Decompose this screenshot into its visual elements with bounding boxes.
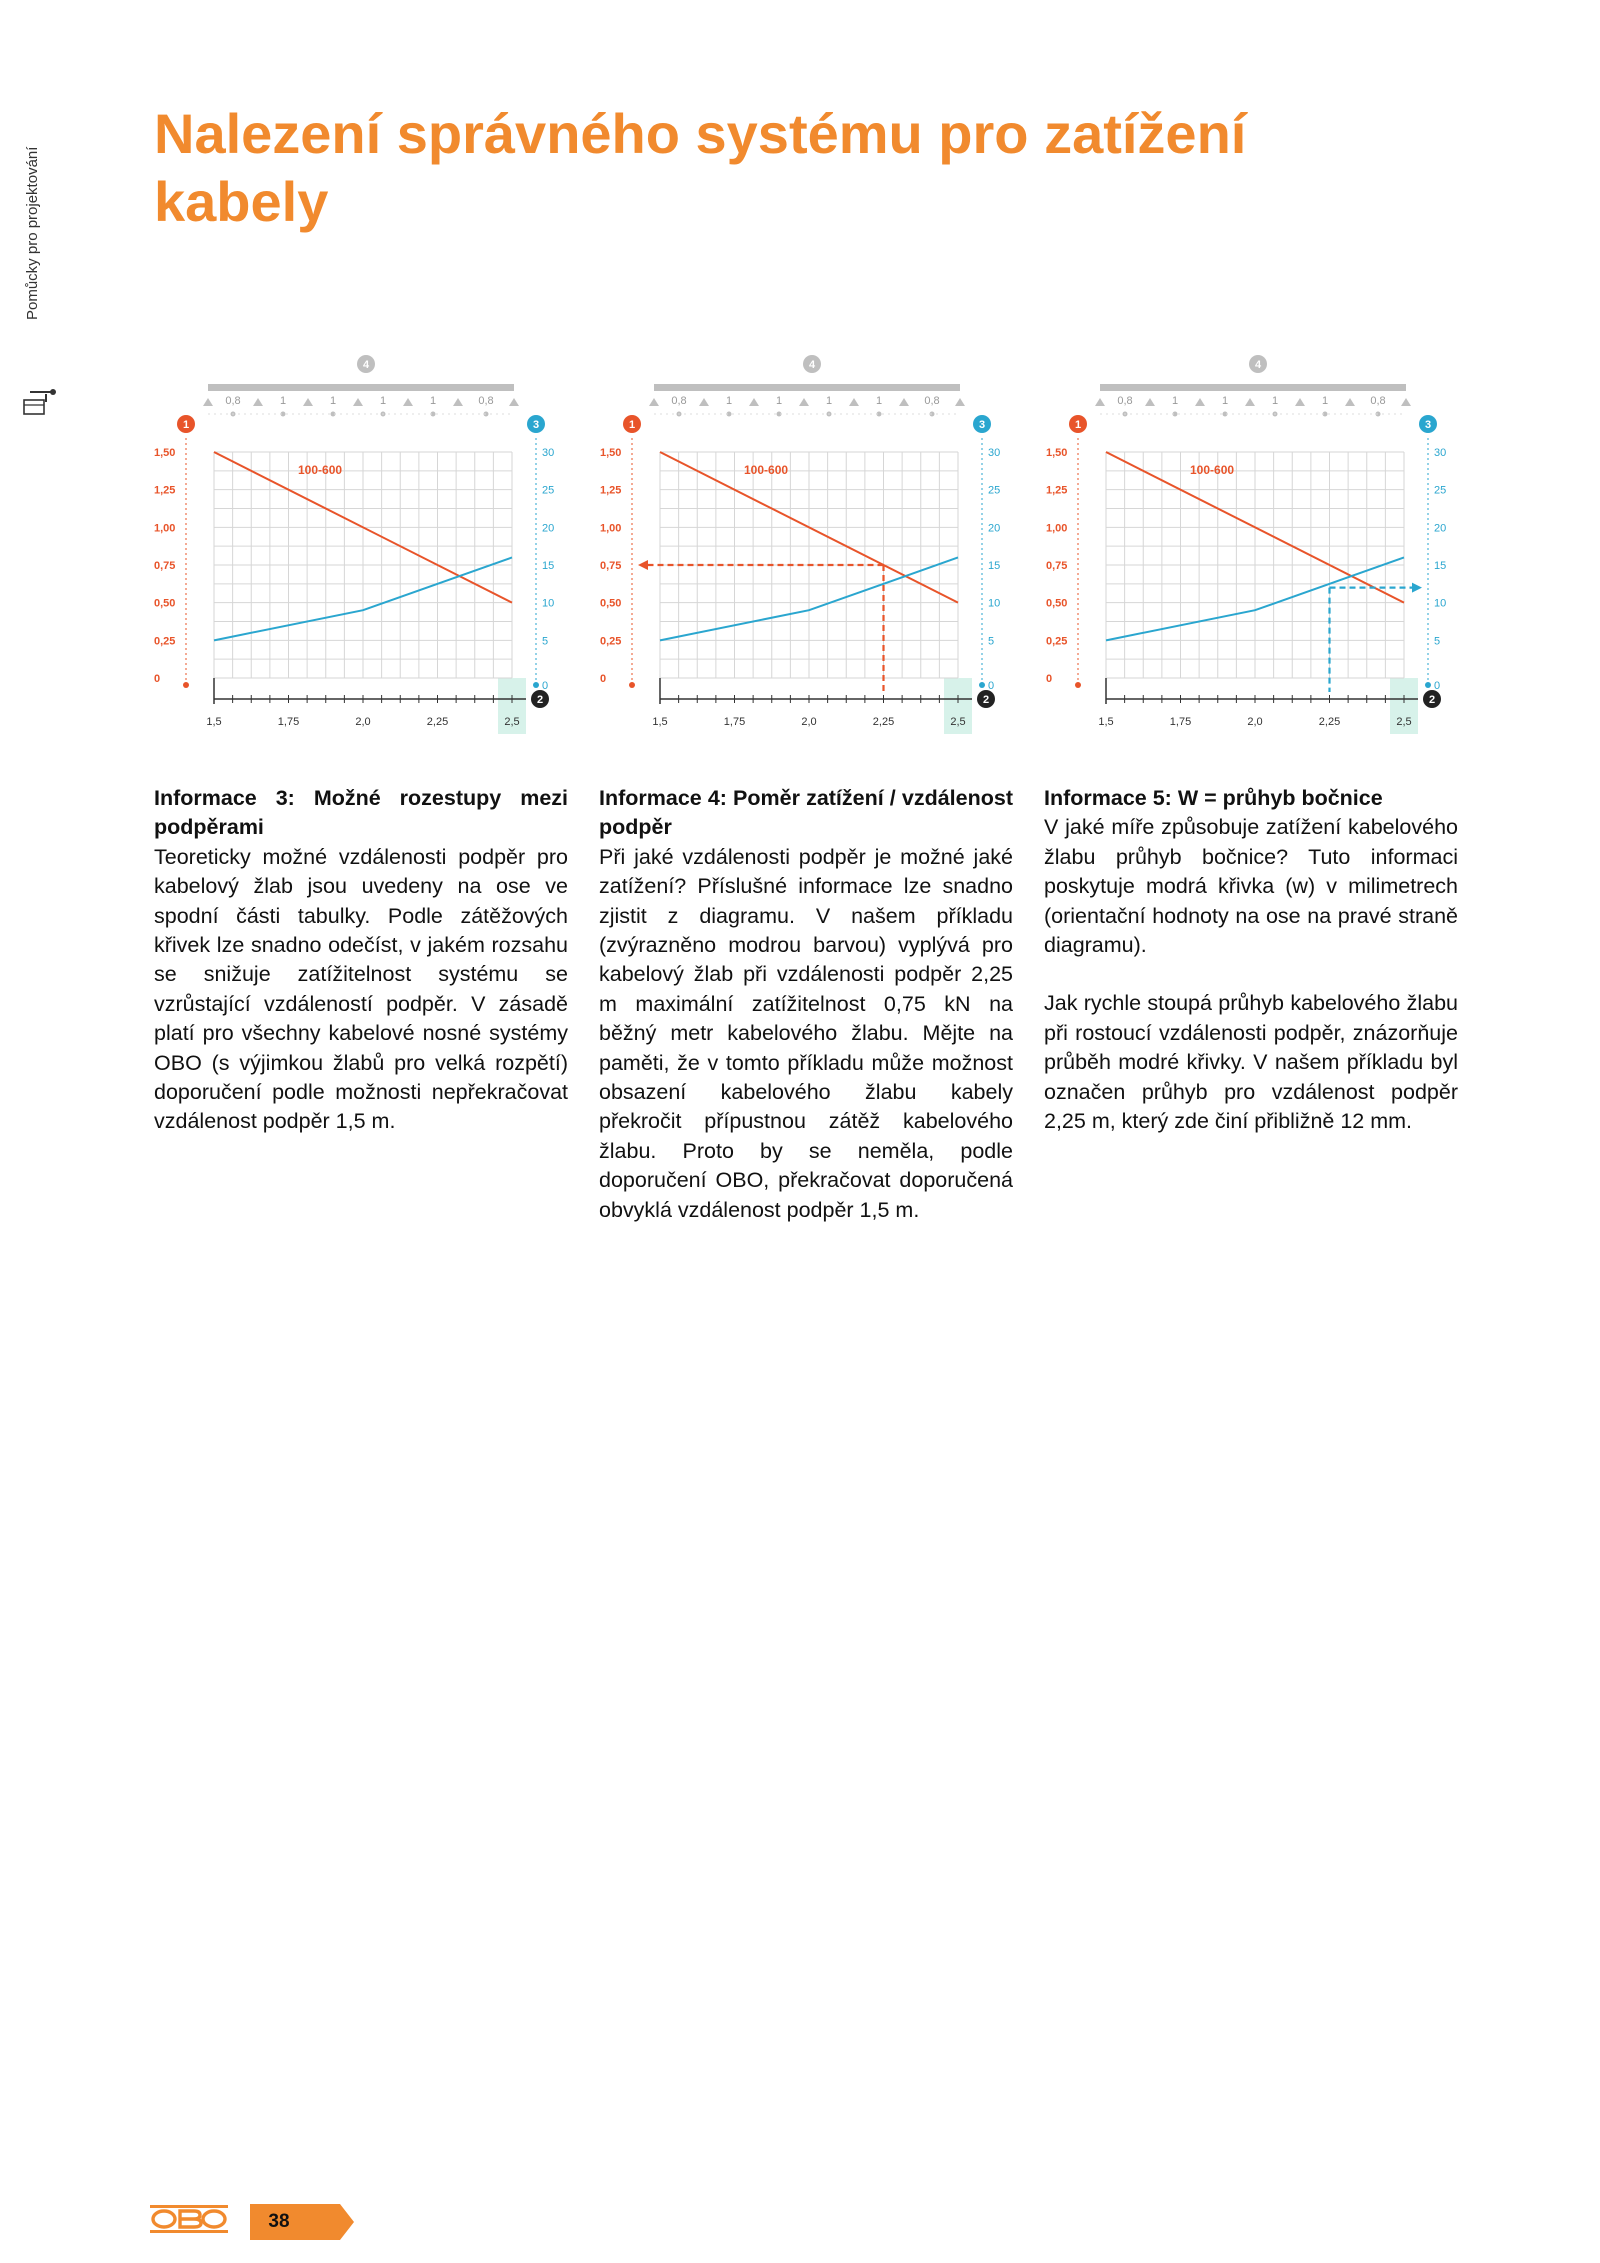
top-scale-label: 1 xyxy=(825,395,833,407)
right-tick-label: 5 xyxy=(988,635,995,648)
left-tick-label: 0,50 xyxy=(600,597,622,610)
right-axis-origin-dot xyxy=(979,682,985,688)
readout-arrow xyxy=(1412,583,1422,593)
bottom-tick-label: 1,5 xyxy=(206,716,222,728)
marker-2-label: 2 xyxy=(1428,694,1436,706)
right-tick-label: 0 xyxy=(988,680,995,692)
left-tick-label: 1,25 xyxy=(154,484,176,497)
support-triangle xyxy=(509,398,519,406)
marker-3-label: 3 xyxy=(1424,419,1432,431)
top-scale-label: 1 xyxy=(1321,395,1329,407)
right-axis-origin-dot xyxy=(533,682,539,688)
info-heading: Informace 4: Poměr zatížení / vzdálenost podpěr xyxy=(599,786,1013,840)
left-tick-label: 0,25 xyxy=(600,635,622,648)
marker-1-label: 1 xyxy=(182,419,190,431)
left-axis-origin-dot xyxy=(183,682,189,688)
design-tools-icon xyxy=(22,388,58,418)
curve-label: 100-600 xyxy=(1190,463,1235,477)
top-scale-label: 1 xyxy=(1171,395,1179,407)
marker-3-label: 3 xyxy=(532,419,540,431)
right-tick-label: 30 xyxy=(542,447,555,459)
bottom-tick-label: 2,25 xyxy=(426,716,449,728)
top-scale-label: 0,8 xyxy=(1370,395,1386,407)
bottom-tick-label: 1,5 xyxy=(1098,716,1114,728)
bottom-tick-label: 2,25 xyxy=(1318,716,1341,728)
bottom-tick-label: 2,5 xyxy=(1396,716,1412,728)
left-tick-label: 0,75 xyxy=(1046,560,1068,572)
marker-2-label: 2 xyxy=(982,694,990,706)
right-tick-label: 30 xyxy=(1434,447,1447,459)
right-tick-label: 15 xyxy=(988,560,1001,572)
left-tick-label: 1,00 xyxy=(154,522,176,535)
bottom-tick-label: 1,75 xyxy=(723,716,746,728)
left-tick-label: 0,75 xyxy=(154,560,176,572)
top-scale-label: 0,8 xyxy=(671,395,687,407)
marker-1-label: 1 xyxy=(1074,419,1082,431)
info-column-3 xyxy=(154,784,568,1137)
support-triangle xyxy=(1195,398,1205,406)
left-tick-label: 0 xyxy=(600,673,607,685)
left-tick-label: 1,00 xyxy=(600,522,622,535)
left-tick-label: 0,75 xyxy=(600,560,622,572)
info-column-4 xyxy=(599,784,1013,1225)
right-tick-label: 15 xyxy=(1434,560,1447,572)
marker-3-label: 3 xyxy=(978,419,986,431)
support-triangle xyxy=(1401,398,1411,406)
support-bar xyxy=(1100,384,1406,391)
top-scale-label: 0,8 xyxy=(924,395,940,407)
left-tick-label: 0 xyxy=(1046,673,1053,685)
right-tick-label: 20 xyxy=(1434,522,1447,535)
top-scale-label: 0,8 xyxy=(225,395,241,407)
load-chart-3 xyxy=(1046,348,1448,746)
left-axis-origin-dot xyxy=(629,682,635,688)
left-axis-origin-dot xyxy=(1075,682,1081,688)
page-number: 38 xyxy=(268,2211,290,2232)
bottom-tick-label: 2,5 xyxy=(950,716,966,728)
info-column-5 xyxy=(1044,784,1458,1136)
bottom-tick-label: 1,75 xyxy=(1169,716,1192,728)
marker-4-label: 4 xyxy=(362,359,370,371)
top-scale-label: 0,8 xyxy=(478,395,494,407)
right-tick-label: 10 xyxy=(1434,597,1447,610)
top-scale-label: 1 xyxy=(279,395,287,407)
support-triangle xyxy=(799,398,809,406)
right-tick-label: 0 xyxy=(542,680,549,692)
support-triangle xyxy=(849,398,859,406)
support-triangle xyxy=(1295,398,1305,406)
top-scale-label: 1 xyxy=(775,395,783,407)
left-tick-label: 0,25 xyxy=(154,635,176,648)
marker-4-label: 4 xyxy=(1254,359,1262,371)
left-tick-label: 1,00 xyxy=(1046,522,1068,535)
support-triangle xyxy=(649,398,659,406)
top-scale-label: 1 xyxy=(1271,395,1279,407)
top-scale-label: 1 xyxy=(725,395,733,407)
top-scale-label: 1 xyxy=(329,395,337,407)
info-paragraph: Jak rychle stoupá průhyb kabelového žlabu při rostoucí vzdálenosti podpěr, znázorňuje průběh modré křivky. V našem příkladu byl označen průhyb pro vzdálenost podpěr 2,25 m, který zde činí přibližně 12 mm. xyxy=(1044,991,1458,1134)
marker-2-label: 2 xyxy=(536,694,544,706)
right-tick-label: 30 xyxy=(988,447,1001,459)
right-tick-label: 20 xyxy=(988,522,1001,535)
info-paragraph: Při jaké vzdálenosti podpěr je možné jaké zatížení? Příslušné informace lze snadno zjistit z diagramu. V našem příkladu (zvýrazněno modrou barvou) vyplývá pro kabelový žlab při vzdálenosti podpěr 2,25 m maximální zatížitelnost 0,75 kN na běžný metr kabelového žlabu. Mějte na paměti, že v tomto příkladu může možnost obsazení kabelového žlabu kabely překročit přípustnou zátěž kabelového žlabu. Proto by se neměla, podle doporučení OBO, překračovat doporučená obvyklá vzdálenost podpěr 1,5 m. xyxy=(599,844,1013,1222)
bottom-tick-label: 2,0 xyxy=(355,716,371,728)
bottom-tick-label: 2,25 xyxy=(872,716,895,728)
support-triangle xyxy=(353,398,363,406)
left-tick-label: 1,50 xyxy=(154,447,176,459)
page-title: Nalezení správného systému pro zatížení kabely xyxy=(154,102,1247,233)
right-tick-label: 10 xyxy=(988,597,1001,610)
obo-logo xyxy=(150,2205,228,2233)
right-tick-label: 5 xyxy=(1434,635,1441,648)
left-tick-label: 1,25 xyxy=(1046,484,1068,497)
right-tick-label: 10 xyxy=(542,597,555,610)
bottom-tick-label: 1,75 xyxy=(277,716,300,728)
left-tick-label: 1,25 xyxy=(600,484,622,497)
top-scale-label: 1 xyxy=(379,395,387,407)
marker-1-label: 1 xyxy=(628,419,636,431)
info-paragraph: Teoreticky možné vzdálenosti podpěr pro kabelový žlab jsou uvedeny na ose ve spodní části tabulky. Podle zátěžových křivek lze snadno odečíst, v jakém rozsahu se snižuje zatížitelnost systému se vzrůstající vzdáleností podpěr. V zásadě platí pro všechny kabelové nosné systémy OBO (s výjimkou žlabů pro velká rozpětí) doporučení podle možnosti nepřekračovat vzdálenost podpěr 1,5 m. xyxy=(154,844,568,1134)
info-heading: Informace 3: Možné rozestupy mezi podpěrami xyxy=(154,786,568,840)
load-chart-1 xyxy=(154,348,556,746)
support-triangle xyxy=(1145,398,1155,406)
support-triangle xyxy=(453,398,463,406)
left-tick-label: 1,50 xyxy=(600,447,622,459)
support-triangle xyxy=(403,398,413,406)
marker-4-label: 4 xyxy=(808,359,816,371)
support-triangle xyxy=(253,398,263,406)
top-scale-label: 1 xyxy=(429,395,437,407)
right-tick-label: 0 xyxy=(1434,680,1441,692)
bottom-tick-label: 1,5 xyxy=(652,716,668,728)
side-label: Pomůcky pro projektování xyxy=(24,146,41,320)
right-axis-origin-dot xyxy=(1425,682,1431,688)
left-tick-label: 0,50 xyxy=(1046,597,1068,610)
top-scale-label: 1 xyxy=(875,395,883,407)
support-triangle xyxy=(303,398,313,406)
support-triangle xyxy=(899,398,909,406)
support-triangle xyxy=(203,398,213,406)
right-tick-label: 5 xyxy=(542,635,549,648)
top-scale-label: 1 xyxy=(1221,395,1229,407)
bottom-tick-label: 2,0 xyxy=(801,716,817,728)
support-triangle xyxy=(1245,398,1255,406)
support-bar xyxy=(208,384,514,391)
left-tick-label: 0,50 xyxy=(154,597,176,610)
right-tick-label: 20 xyxy=(542,522,555,535)
support-triangle xyxy=(1345,398,1355,406)
support-triangle xyxy=(749,398,759,406)
left-tick-label: 1,50 xyxy=(1046,447,1068,459)
top-scale-label: 0,8 xyxy=(1117,395,1133,407)
support-triangle xyxy=(699,398,709,406)
curve-label: 100-600 xyxy=(298,463,343,477)
support-triangle xyxy=(1095,398,1105,406)
left-tick-label: 0 xyxy=(154,673,161,685)
readout-arrow xyxy=(638,560,648,570)
load-chart-2 xyxy=(600,348,1002,746)
bottom-tick-label: 2,0 xyxy=(1247,716,1263,728)
right-tick-label: 15 xyxy=(542,560,555,572)
right-tick-label: 25 xyxy=(542,484,555,497)
support-triangle xyxy=(955,398,965,406)
bottom-tick-label: 2,5 xyxy=(504,716,520,728)
right-tick-label: 25 xyxy=(1434,484,1447,497)
right-tick-label: 25 xyxy=(988,484,1001,497)
curve-label: 100-600 xyxy=(744,463,789,477)
left-tick-label: 0,25 xyxy=(1046,635,1068,648)
info-paragraph: V jaké míře způsobuje zatížení kabelového žlabu průhyb bočnice? Tuto informaci poskytuje modrá křivka (w) v milimetrech (orientační hodnoty na ose na pravé straně diagramu). xyxy=(1044,815,1458,958)
info-heading: Informace 5: W = průhyb bočnice xyxy=(1044,786,1383,810)
support-bar xyxy=(654,384,960,391)
